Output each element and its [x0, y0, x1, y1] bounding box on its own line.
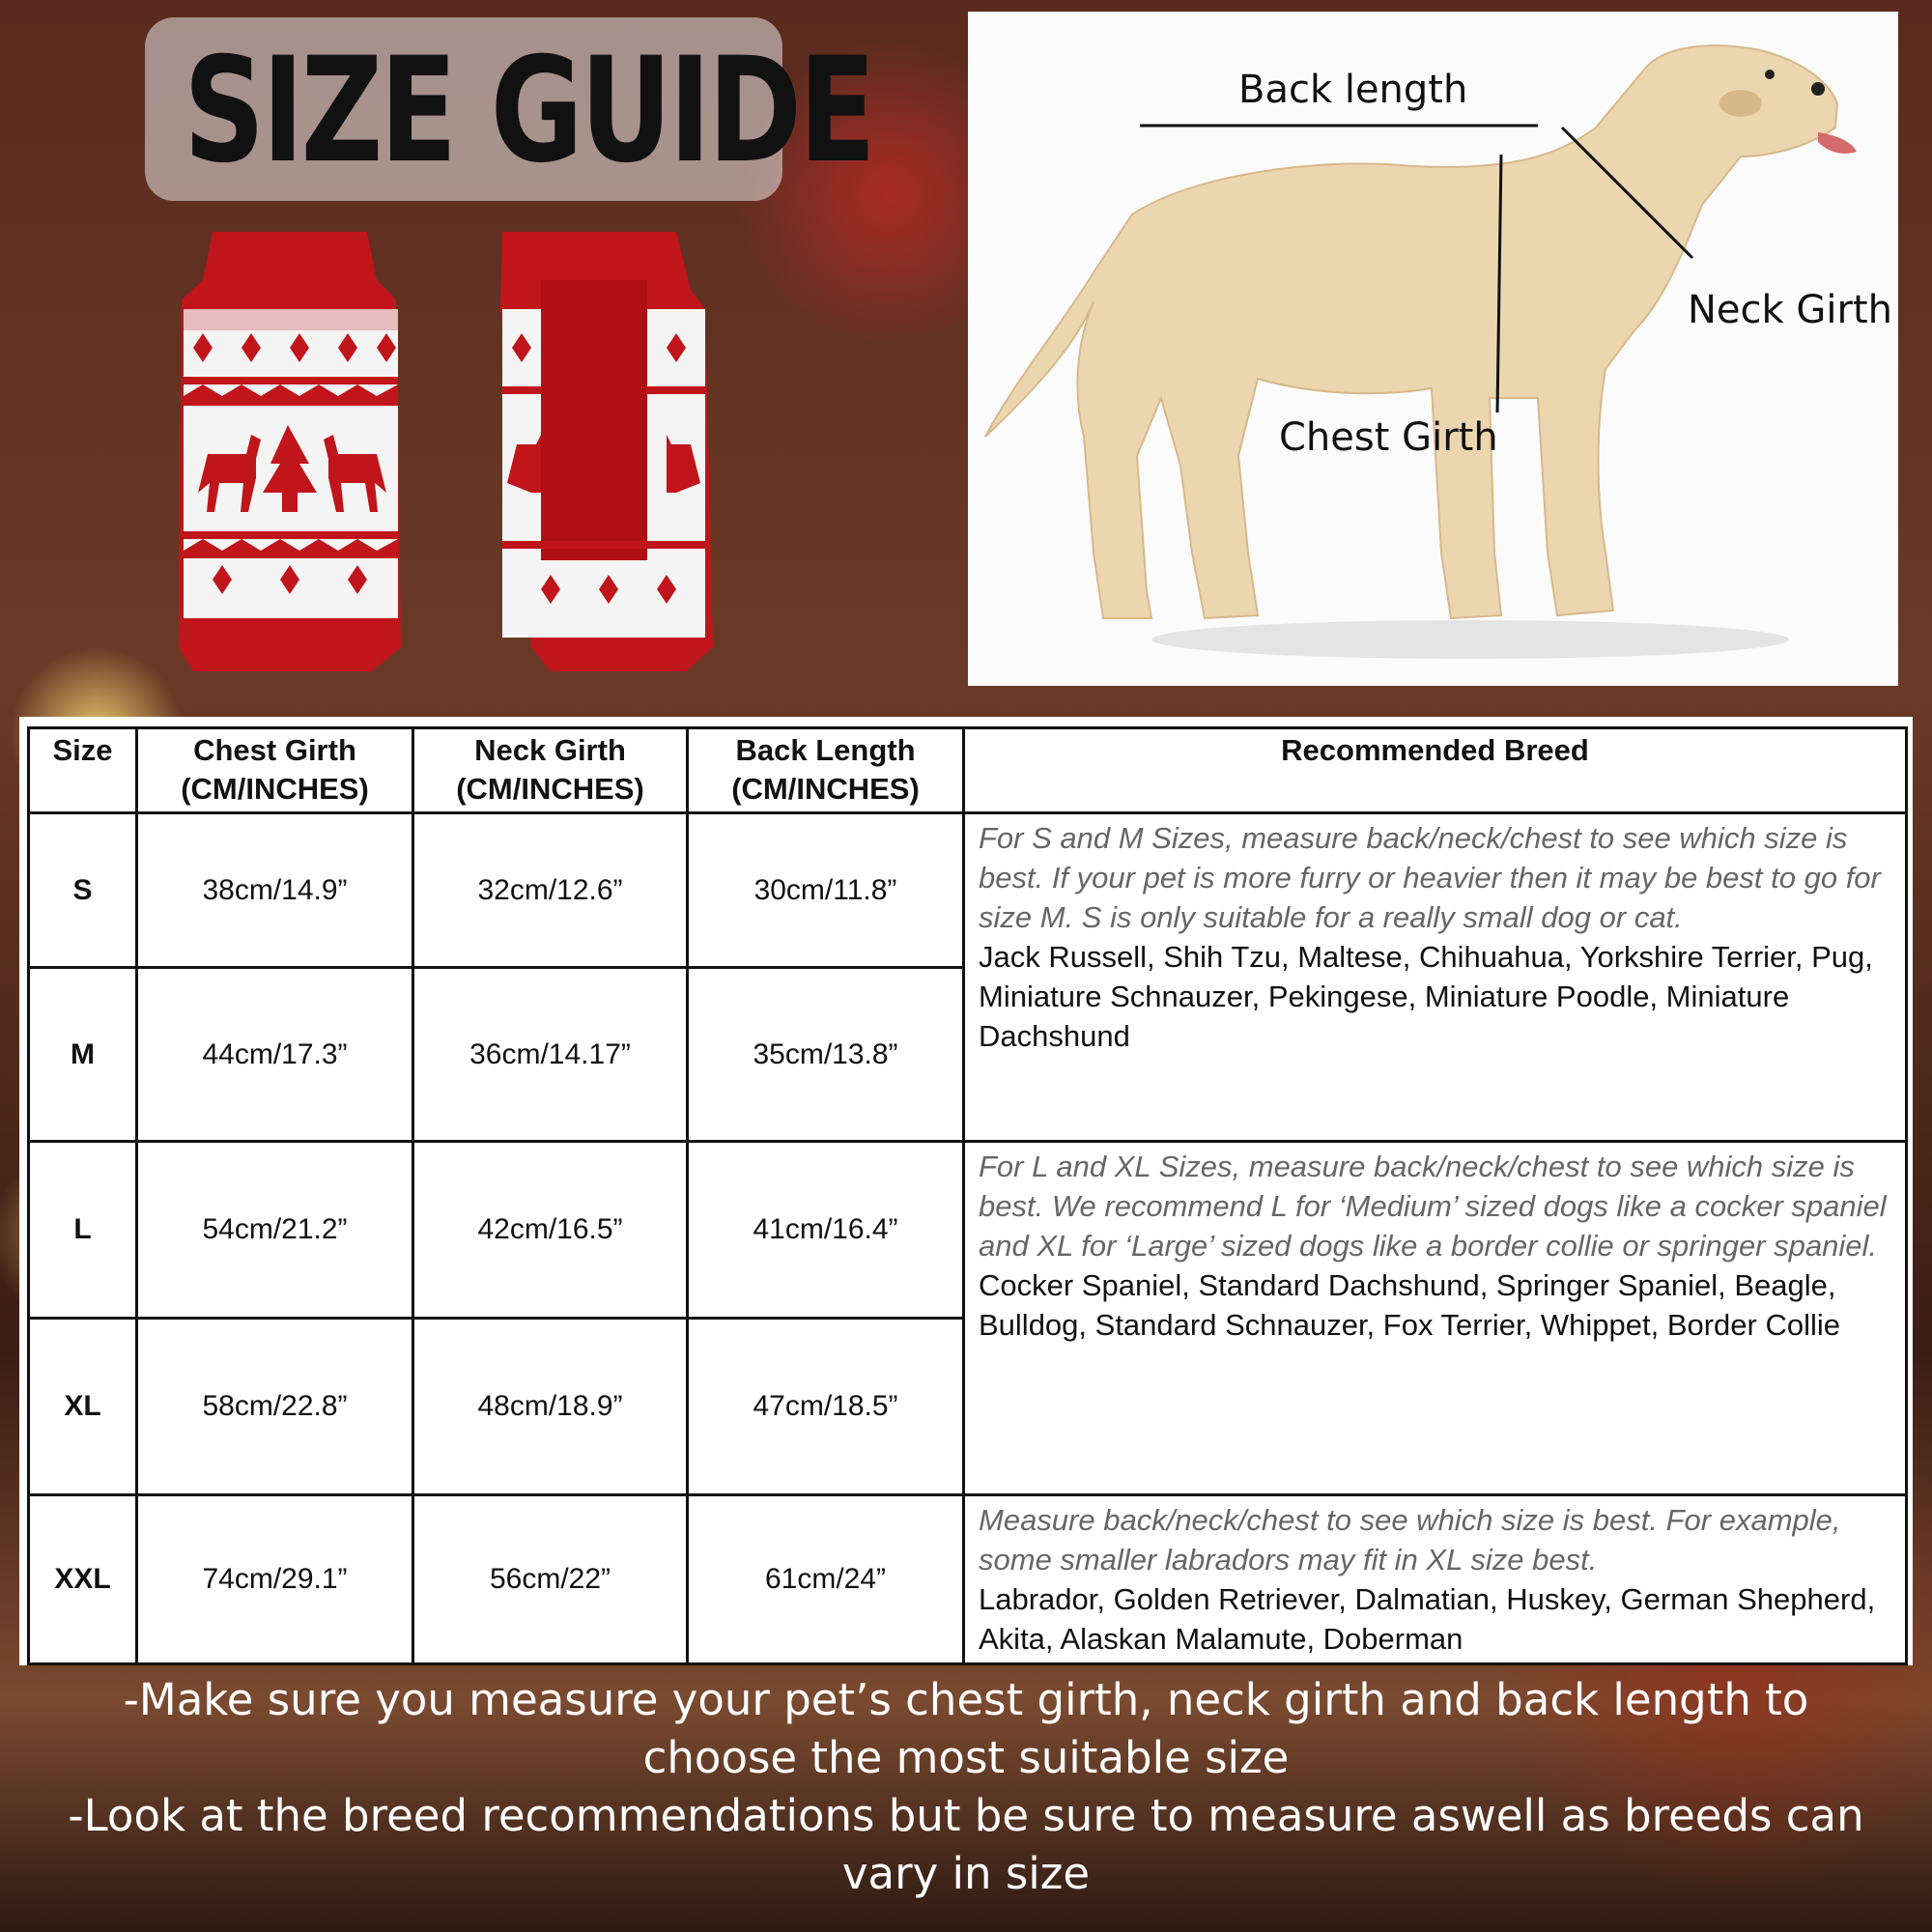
back-length-label: Back length — [1238, 68, 1468, 112]
breed-list: Labrador, Golden Retriever, Dalmatian, Huskey, German Shepherd, Akita, Alaskan Malamute, Doberman — [979, 1582, 1876, 1656]
neck-cell: 56cm/22” — [413, 1495, 688, 1664]
breed-list: Cocker Spaniel, Standard Dachshund, Springer Spaniel, Beagle, Bulldog, Standard Schnauzer, Fox Terrier, Whippet, Border Collie — [979, 1268, 1841, 1342]
neck-cell: 32cm/12.6” — [413, 813, 688, 968]
table-header-row — [29, 728, 1907, 813]
dog-measurement-photo — [968, 12, 1898, 686]
chest-girth-label: Chest Girth — [1279, 415, 1498, 460]
header-size: Size — [29, 728, 137, 813]
footer-line-2: -Look at the breed recommendations but be sure to measure aswell as breeds can vary in size — [68, 1790, 1864, 1899]
back-cell: 30cm/11.8” — [688, 813, 964, 968]
table-row — [29, 1142, 1907, 1319]
back-cell: 47cm/18.5” — [688, 1319, 964, 1495]
header-chest: Chest Girth (CM/INCHES) — [137, 728, 413, 813]
footer-notes — [68, 1671, 1864, 1903]
neck-cell: 42cm/16.5” — [413, 1142, 688, 1319]
back-cell: 41cm/16.4” — [688, 1142, 964, 1319]
page-title: SIZE GUIDE — [184, 27, 873, 195]
neck-girth-label: Neck Girth — [1688, 288, 1892, 332]
neck-cell: 36cm/14.17” — [413, 968, 688, 1142]
chest-cell: 44cm/17.3” — [137, 968, 413, 1142]
table-row — [29, 813, 1907, 968]
breed-note: Measure back/neck/chest to see which size is best. For example, some smaller labradors may fit in XL size best. — [979, 1503, 1841, 1577]
breed-note: For S and M Sizes, measure back/neck/chest to see which size is best. If your pet is more furry or heavier then it may be best to go for size M. S is only suitable for a really small dog or cat. — [979, 821, 1881, 934]
chest-cell: 54cm/21.2” — [137, 1142, 413, 1319]
chest-cell: 58cm/22.8” — [137, 1319, 413, 1495]
size-table — [27, 726, 1908, 1665]
header-breed: Recommended Breed — [964, 728, 1907, 813]
chest-cell: 38cm/14.9” — [137, 813, 413, 968]
sweater-back-image — [483, 222, 715, 676]
back-cell: 35cm/13.8” — [688, 968, 964, 1142]
size-cell: M — [29, 968, 137, 1142]
dog-illustration — [968, 12, 1898, 686]
header-back: Back Length (CM/INCHES) — [688, 728, 964, 813]
breed-note: For L and XL Sizes, measure back/neck/chest to see which size is best. We recommend L for ‘Medium’ sized dogs like a cocker spaniel and XL for ‘Large’ sized dogs like a border collie or springer spaniel. — [979, 1150, 1887, 1263]
back-cell: 61cm/24” — [688, 1495, 964, 1664]
header-neck: Neck Girth (CM/INCHES) — [413, 728, 688, 813]
size-cell: XL — [29, 1319, 137, 1495]
breed-cell — [964, 813, 1907, 1142]
size-cell: S — [29, 813, 137, 968]
neck-cell: 48cm/18.9” — [413, 1319, 688, 1495]
size-cell: XXL — [29, 1495, 137, 1664]
sweater-front-image — [174, 222, 406, 676]
table-row — [29, 1495, 1907, 1664]
chest-cell: 74cm/29.1” — [137, 1495, 413, 1664]
breed-cell — [964, 1495, 1907, 1664]
footer-line-1: -Make sure you measure your pet’s chest girth, neck girth and back length to choose the most suitable size — [123, 1674, 1809, 1783]
size-cell: L — [29, 1142, 137, 1319]
breed-cell — [964, 1142, 1907, 1495]
breed-list: Jack Russell, Shih Tzu, Maltese, Chihuahua, Yorkshire Terrier, Pug, Miniature Schnauzer, Pekingese, Miniature Poodle, Miniature Dachshund — [979, 940, 1873, 1053]
size-table-panel — [19, 717, 1913, 1665]
